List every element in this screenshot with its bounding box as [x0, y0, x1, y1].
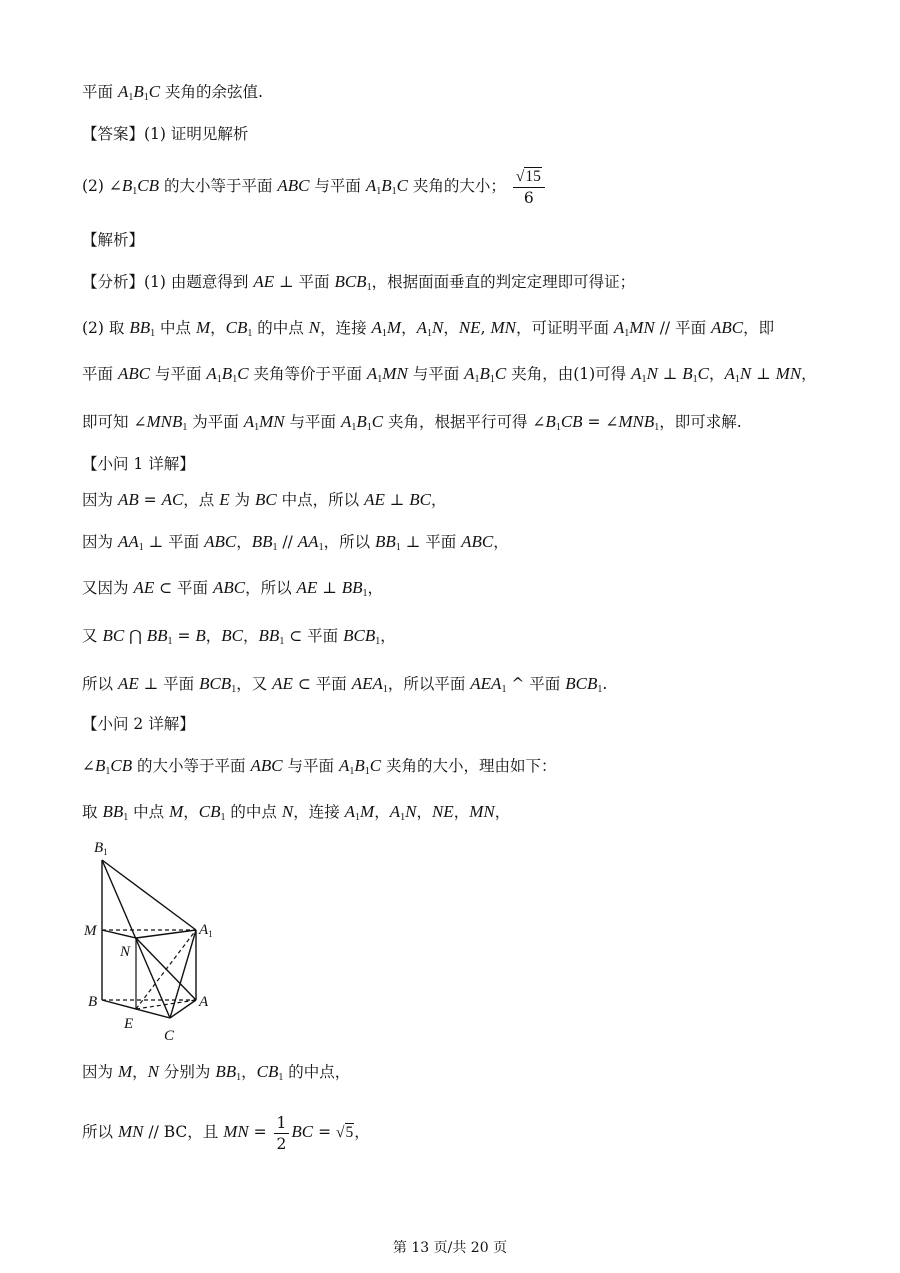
answer-part-2: (2) $\angle B_1CB$ 的大小等于平面 ABC 与平面 $A_1B_1C$ 夹角的大小； $\frac{√15}{6}$: [82, 162, 547, 216]
prism-figure: [78, 838, 228, 1048]
text-line-6: (2) 取 $BB_1$ 中点 M，$CB_1$ 的中点 N，连接 $A_1M$，$A_1N$，NE, MN，可证明平面 $A_1MN$ // 平面 ABC，即: [82, 318, 775, 339]
answer-fraction: $\frac{√15}{6}$: [513, 166, 545, 208]
label-C: C: [164, 1028, 175, 1044]
label-A: A: [199, 994, 209, 1010]
text-line-14: 所以 AE ⊥ 平面 $BCB_1$，又 AE ⊂ 平面 $AEA_1$，所以平面 $AEA_1$ ^ 平面 $BCB_1$.: [82, 674, 608, 695]
label-E: E: [124, 1016, 134, 1032]
edge-E-A1-dashed: [136, 930, 196, 1009]
half-fraction: $\frac{1}{2}$: [274, 1113, 290, 1154]
text-line-7: 平面 ABC 与平面 $A_1B_1C$ 夹角等价于平面 $A_1MN$ 与平面 $A_1B_1C$ 夹角，由(1)可得 $A_1N$ ⊥ $B_1C$，$A_1N$ ⊥ MN，: [82, 364, 817, 385]
text-line-18: 因为 M，N 分别为 $BB_1$，$CB_1$ 的中点，: [82, 1062, 351, 1083]
label-B: B: [88, 994, 98, 1010]
edge-M-N: [102, 930, 136, 938]
text-line-5: 【分析】(1) 由题意得到 AE ⊥ 平面 $BCB_1$，根据面面垂直的判定定理即可得证；: [82, 272, 636, 293]
answer-line: 【答案】(1) 证明见解析: [82, 125, 249, 143]
text-line-16: $\angle B_1CB$ 的大小等于平面 ABC 与平面 $A_1B_1C$ 夹角的大小，理由如下：: [82, 756, 557, 777]
edge-B1-A1: [102, 860, 196, 930]
label-N: N: [120, 944, 131, 960]
label-B1: $B_1$: [94, 840, 108, 857]
text-line-17: 取 $BB_1$ 中点 M，$CB_1$ 的中点 N，连接 $A_1M$，$A_1N$，NE，MN，: [82, 802, 511, 823]
text-line-11: 因为 $AA_1$ ⊥ 平面 ABC，$BB_1 // AA_1$，所以 $BB_1$ ⊥ 平面 ABC，: [82, 532, 509, 553]
text-line-13: 又 BC ⋂ $BB_1 = B$，BC，$BB_1$ ⊂ 平面 $BCB_1$，: [82, 626, 396, 647]
sub-question-2-heading: 【小问 2 详解】: [82, 715, 195, 733]
text-line-10: 因为 AB = AC，点 E 为 BC 中点，所以 AE ⊥ BC，: [82, 490, 447, 509]
analysis-heading: 【解析】: [82, 231, 145, 249]
text-line-12: 又因为 AE ⊂ 平面 ABC，所以 AE ⊥ $BB_1$，: [82, 578, 384, 599]
sub-question-1-heading: 【小问 1 详解】: [82, 455, 195, 473]
label-A1: $A_1$: [199, 922, 213, 939]
edge-A1-C: [170, 930, 196, 1018]
label-M: M: [84, 923, 97, 939]
text-line-19: 所以 MN // BC，且 MN = $\frac{1}{2}$ BC = √5，: [82, 1113, 370, 1153]
page-footer: 第 13 页/共 20 页: [392, 1240, 508, 1256]
text-line-1: 平面 $A_1B_1C$ 夹角的余弦值.: [82, 82, 263, 103]
text-line-8: 即可知 $\angle MNB_1$ 为平面 $A_1MN$ 与平面 $A_1B_1C$ 夹角，根据平行可得 $\angle B_1CB$ = $\angle MNB_1$，即可求解.: [82, 412, 742, 433]
edge-N-A1: [136, 930, 196, 938]
